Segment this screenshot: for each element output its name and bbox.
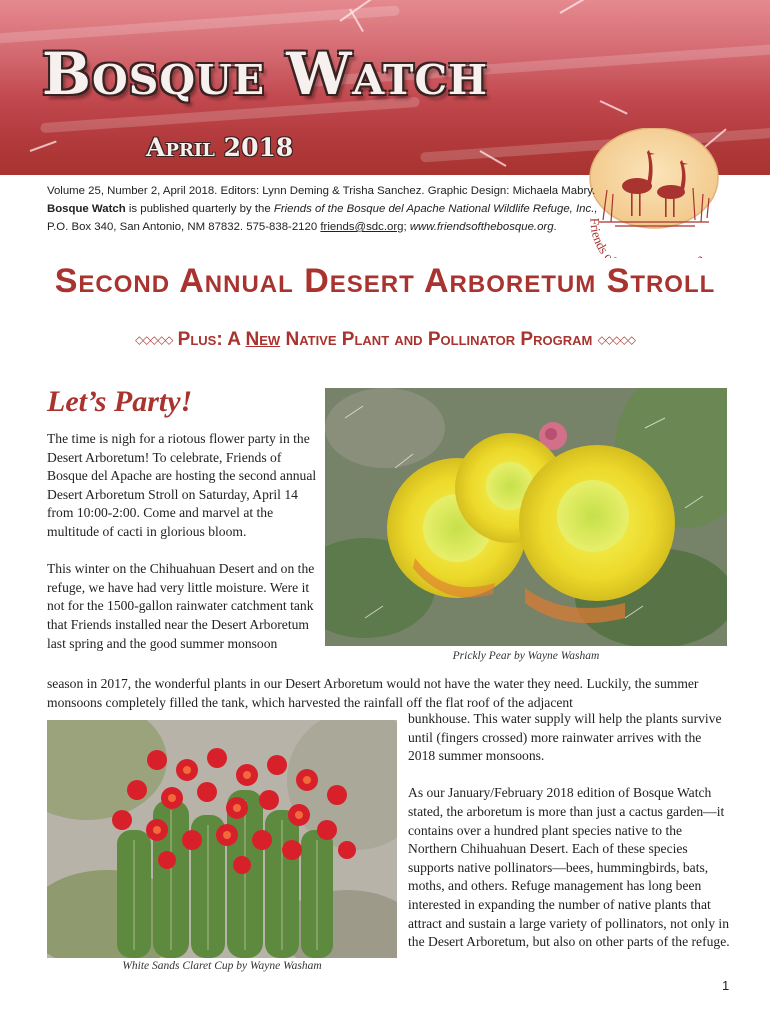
- publisher-name: Friends of the Bosque del Apache National Wildlife Refuge, Inc.,: [273, 203, 598, 215]
- subhead-part1: Plus: A: [177, 329, 246, 350]
- subhead-new: New: [245, 329, 281, 350]
- newsletter-title: Bosque Watch: [42, 40, 488, 108]
- publisher-line: [47, 200, 607, 218]
- issue-date: April 2018: [146, 133, 294, 162]
- caption-claret-cup: White Sands Claret Cup by Wayne Washam: [122, 960, 322, 972]
- email-link[interactable]: friends@sdc.org: [320, 221, 404, 233]
- paragraph-1: The time is nigh for a riotous flower party in the Desert Arboretum! To celebrate, Friends of Bosque del Apache are hosting the second annual Desert Arboretum Stroll on Saturday, April 14 from 10:00-2:00. Come and marvel at the multitude of cacti in glorious bloom.: [47, 431, 317, 539]
- left-column: [47, 430, 317, 653]
- claret-cup-photo: [47, 720, 397, 958]
- main-headline: Second Annual Desert Arboretum Stroll: [54, 262, 716, 300]
- page-number: 1: [722, 978, 730, 993]
- paragraph-3: As our January/February 2018 edition of Bosque Watch stated, the arboretum is more than just a cactus garden—it contains over a hundred plant species native to the Northern Chihuahuan Desert. Each of these species supports native pollinators—bees, hummingbirds, bats, moths, and others. Refuge management has long been interested in expanding the number of native plants that attract and sustain a large variety of pollinators, not only in the Desert Arboretum, but also on other parts of the refuge.: [408, 785, 730, 950]
- right-column: [408, 710, 730, 952]
- volume-line: Volume 25, Number 2, April 2018. Editors: Lynn Deming & Trisha Sanchez. Graphic Design: Michaela Mabry.: [47, 185, 596, 197]
- ornament-left: ◇◇◇◇◇: [135, 334, 173, 347]
- publisher-text: is published quarterly by the: [125, 203, 274, 215]
- section-heading: Let’s Party!: [47, 385, 193, 418]
- address-text: P.O. Box 340, San Antonio, NM 87832. 575-838-2120: [47, 221, 321, 233]
- paragraph-2-start: This winter on the Chihuahuan Desert and on the refuge, we have had very little moisture. Were it not for the 1500-gallon rainwater catchment tank that Friends installed near the Desert Arboretum last spring and the good summer monsoon: [47, 561, 315, 651]
- address-line: [47, 218, 607, 236]
- website-link[interactable]: www.friendsofthebosque.org: [409, 221, 554, 233]
- wide-paragraph: season in 2017, the wonderful plants in our Desert Arboretum would not have the water they need. Luckily, the summer monsoons completely filled the tank, which harvested the rainfall off the flat roof of the adjacent: [47, 676, 699, 710]
- sub-headline: [0, 329, 770, 351]
- logo-text: Friends o: [587, 217, 617, 258]
- prickly-pear-photo: [325, 388, 727, 646]
- address-end: .: [553, 221, 557, 233]
- paragraph-2-end: bunkhouse. This water supply will help the plants survive until (fingers crossed) more rainwater arrives with the 2018 summer monsoons.: [408, 711, 722, 764]
- ornament-right: ◇◇◇◇◇: [597, 334, 635, 347]
- separator: ;: [403, 221, 410, 233]
- caption-prickly-pear: Prickly Pear by Wayne Washam: [452, 650, 600, 662]
- publication-name: Bosque Watch: [47, 203, 126, 215]
- masthead-info: [47, 182, 607, 236]
- subhead-part2: Native Plant and Pollinator Program: [280, 329, 593, 350]
